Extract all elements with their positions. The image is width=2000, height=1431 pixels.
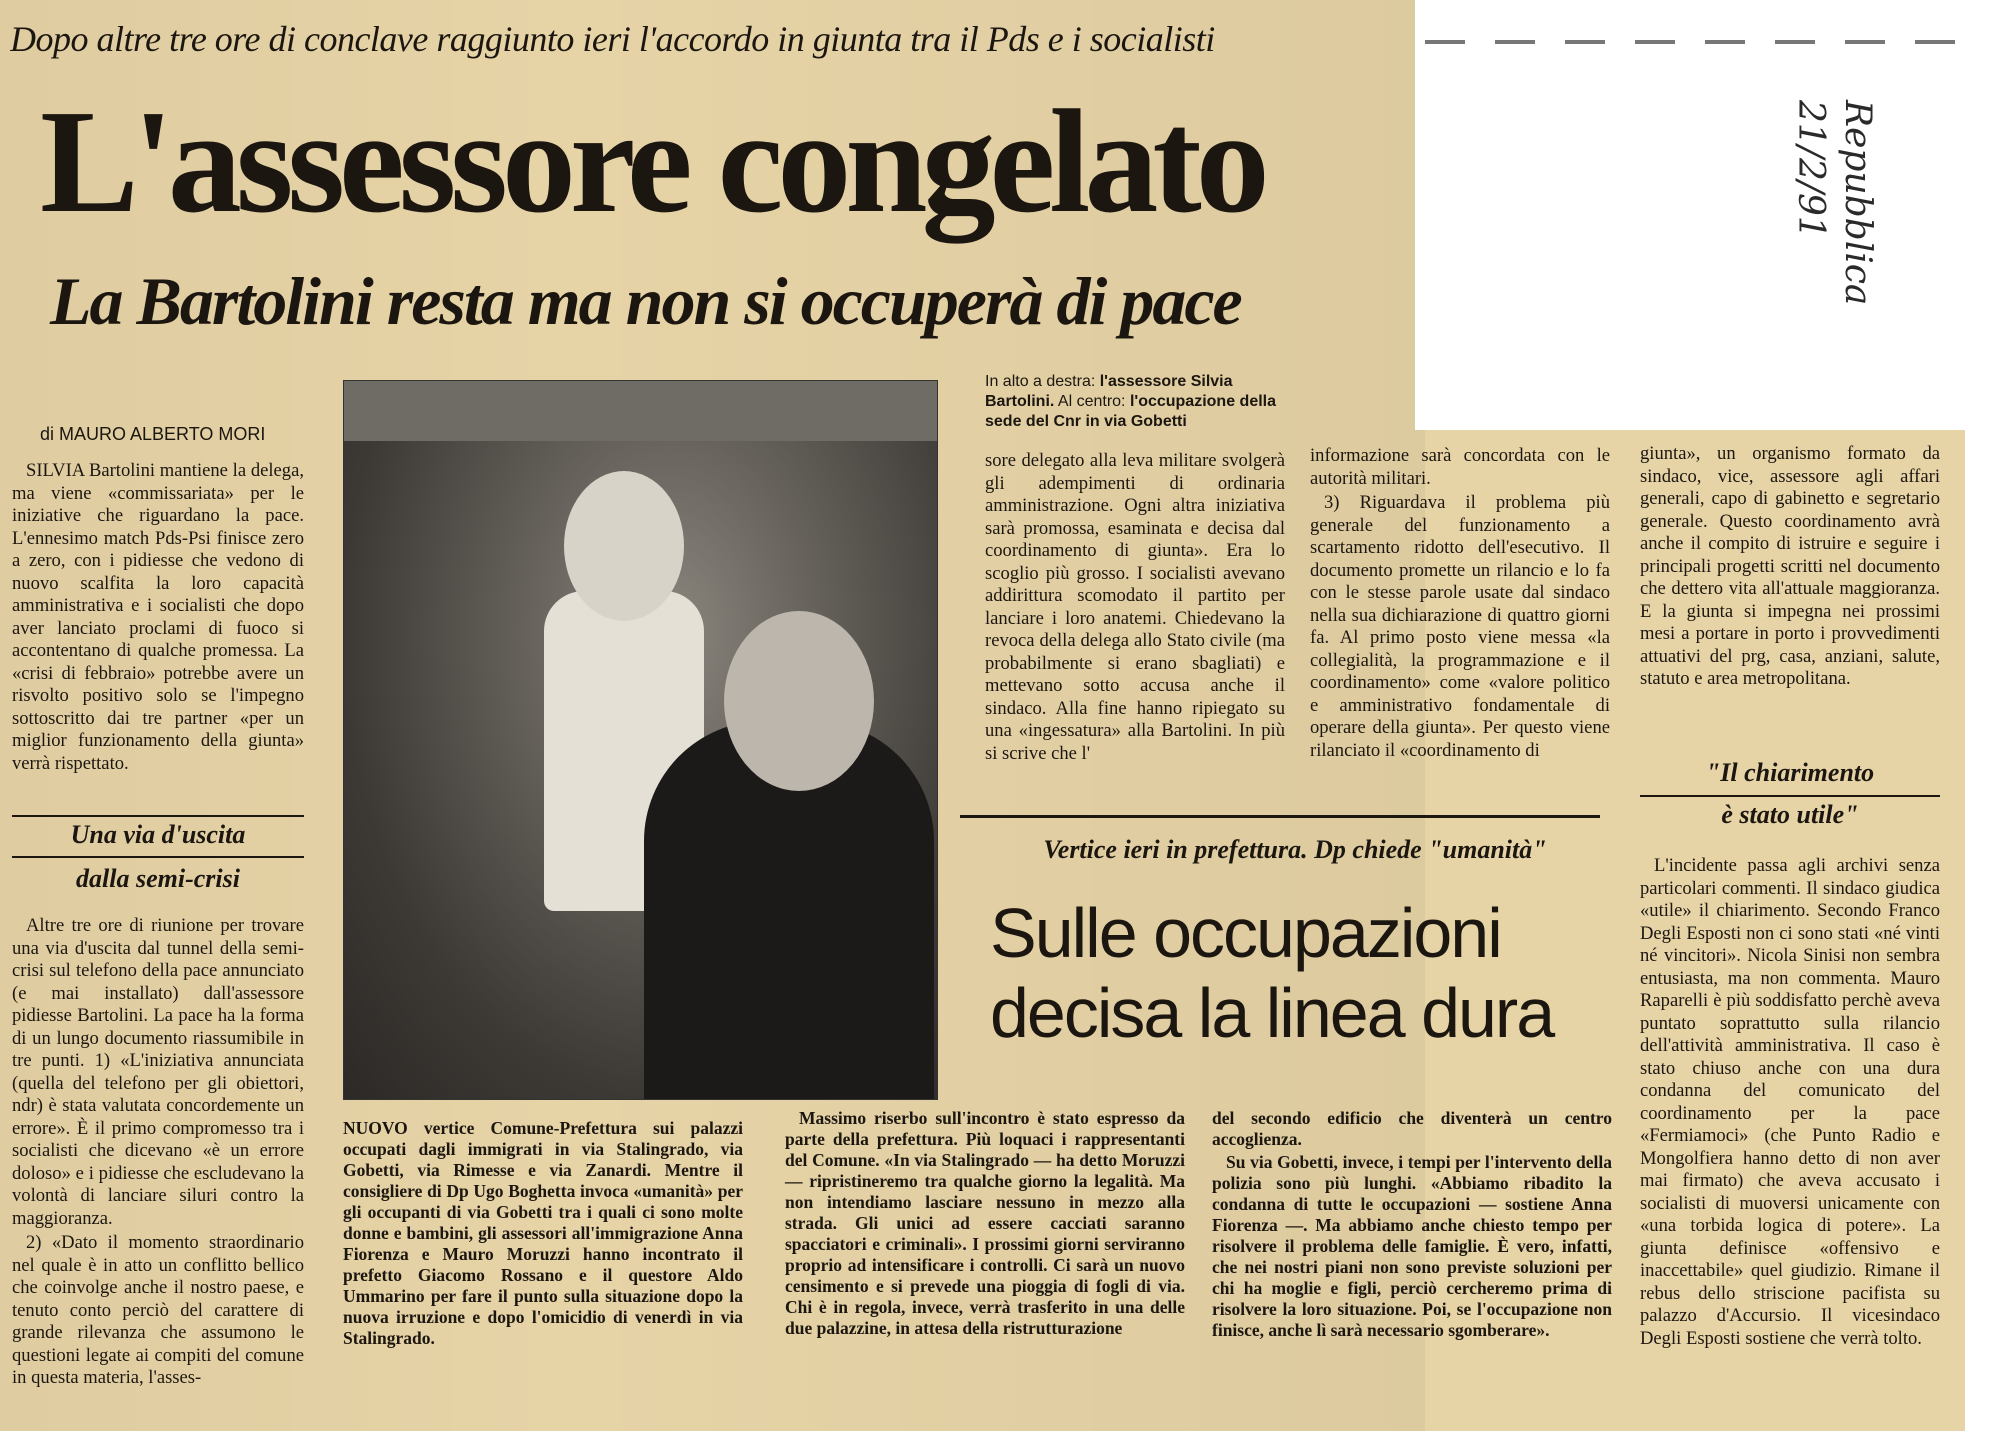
section-title-2 — [1640, 758, 1940, 788]
col1-paragraph-2: Altre tre ore di riunione per trovare una via d'uscita dal tunnel della semi-crisi sul telefono della pace annunciato (e mai installato) dall'assessore pidiesse Bartolini. La pace ha la forma di un lungo documento riassumibile in tre punti. 1) «L'iniziativa annunciata (quella del telefono per gli obiettori, ndr) è stata valutata concordemente un errore». È il primo compromesso tra i socialisti che dicevano «è un errore doloso» e i pidiesse che escludevano la volontà di lanciare siluri contro la maggioranza. — [12, 915, 304, 1229]
section-title-1b — [12, 864, 304, 894]
column-4b — [1640, 855, 1940, 1352]
story2-col3-paragraph-2: Su via Gobetti, invece, i tempi per l'intervento della polizia sono più lunghi. «Abbiamo ribadito la condanna di tutte le occupazioni — sostiene Anna Fiorenza —. Ma abbiamo anche chiesto tempo per risolvere il problema delle famiglie. È vero, infatti, che nei nostri piani non sono previste soluzioni per chi ha moglie e figli, perciò cercheremo prima di risolvere la loro situazione. Poi, se l'occupazione non finisce, anche lì sarà necessario sgomberare». — [1212, 1152, 1612, 1340]
headline: L'assessore congelato — [40, 80, 1264, 244]
col3-paragraph-2: 3) Riguardava il problema più generale del funzionamento a scartamento ridotto dell'esecutivo. Il documento promette un rilancio e lo fa con le stesse parole usate dal sindaco nella sua dichiarazione di quattro giorni fa. Al primo posto viene messa «la collegialità, la programmazione e il coordinamento» come «valore politico e amministrativo fondamentale di operare della giunta». Per questo viene rilanciato il «coordinamento di — [1310, 492, 1610, 761]
section-title-line: Una via d'uscita — [70, 820, 246, 849]
handwritten-date: 21/2/91 — [1790, 100, 1832, 239]
story2-headline-line: decisa la linea dura — [990, 974, 1554, 1052]
caption-bold: l'occupazione della sede del Cnr in via Gobetti — [985, 393, 1276, 430]
col4-paragraph-1: giunta», un organismo formato da sindaco, vice, assessore agli affari generali, capo di gabinetto e segretario generale. Questo coordinamento avrà anche il compito di istruire e seguire i principali progetti scritti nel documento che dettero vita all'attuale maggioranza. E la giunta si impegna nei prossimi mesi a portare in porto i provvedimenti attuativi del prg, casa, anziani, salute, statuto e area metropolitana. — [1640, 443, 1940, 689]
cut-line-dashes — [1425, 40, 1985, 44]
col2-paragraph-1: sore delegato alla leva militare svolgerà gli adempimenti di ordinaria amministrazione. Ogni altra iniziativa sarà promossa, esaminata e decisa dal coordinamento di giunta». Era lo scoglio più grosso. I socialisti avevano addirittura scomodato il partito per lanciare i loro anatemi. Chiedevano la revoca della delega allo Stato civile (ma probabilmente si erano sbagliati) e mettevano sotto accusa anche il sindaco. Alla fine hanno ripiegato su una «ingessatura» alla Bartolini. In più si scrive che l' — [985, 450, 1285, 764]
caption-text: Al centro: — [1054, 393, 1130, 410]
section-title-2b — [1640, 800, 1940, 830]
handwritten-source: Repubblica — [1837, 100, 1878, 306]
story2-col2-paragraph: Massimo riserbo sull'incontro è stato espresso da parte della prefettura. Più loquaci i rappresentanti del Comune. «In via Stalingrado — ha detto Moruzzi — ripristineremo tra qualche giorno la legalità. Ma non intendiamo lasciare nessuno in mezzo alla strada. Gli unici ad essere cacciati saranno spacciatori e criminali». I prossimi giorni serviranno proprio ad intensificare i controlli. Ci sarà un nuovo censimento e si prevede una pioggia di fogli di via. Chi è in regola, invece, verrà trasferito in una delle due palazzine, in attesa della ristrutturazione — [785, 1108, 1185, 1338]
col4-paragraph-2: L'incidente passa agli archivi senza particolari commenti. Il sindaco giudica «utile» il chiarimento. Secondo Franco Degli Esposti non ci sono stati «né vinti né vincitori». Nicola Sinisi non sembra entusiasta, ma non commenta. Mauro Raparelli è più soddisfatto perchè aveva puntato soprattutto sulla rilancio dell'attività amministrativa. Il caso è stato chiuso anche con una dura condanna del comunicato del coordinamento per la pace «Fermiamoci» (che Punto Radio e Mongolfiera hanno detto di non aver mai firmato) che aveva accusato i socialisti di muoversi unicamente con «una torbida logica di potere». La giunta definisce «offensivo e inaccettabile» quel giudizio. Rimane il rebus dello striscione pacifista su palazzo d'Accursio. Il vicesindaco Degli Esposti sostiene che verrà tolto. — [1640, 855, 1940, 1349]
photo-caption — [985, 372, 1295, 432]
divider — [12, 856, 304, 858]
column-1 — [12, 460, 304, 777]
cut-away-area — [1415, 0, 2000, 430]
byline: di MAURO ALBERTO MORI — [40, 424, 266, 444]
story2-column-1 — [343, 1118, 743, 1351]
subheadline: La Bartolini resta ma non si occuperà di pace — [50, 263, 1241, 339]
column-4 — [1640, 443, 1940, 693]
section-title-line: dalla semi-crisi — [76, 864, 240, 893]
story2-column-3 — [1212, 1108, 1612, 1343]
col1-paragraph-3: 2) «Dato il momento straordinario nel quale è in atto un conflitto bellico che coinvolge anche il nostro paese, e tenuto conto perciò del carattere di grande rilevanza che assumono le questioni legate ai compiti del comune in questa materia, l'asses- — [12, 1232, 304, 1388]
column-3 — [1310, 445, 1610, 764]
news-photo — [343, 380, 938, 1100]
story2-headline — [990, 893, 1630, 1053]
col3-paragraph-1: informazione sarà concordata con le autorità militari. — [1310, 445, 1610, 489]
divider — [12, 815, 304, 817]
story2-col1-paragraph: NUOVO vertice Comune-Prefettura sui palazzi occupati dagli immigrati in via Stalingrado, via Gobetti, via Rimesse e via Zanardi. Mentre il consigliere di Dp Ugo Boghetta invoca «umanità» per gli occupanti di via Gobetti tra i quali ci sono molte donne e bambini, gli assessori all'immigrazione Anna Fiorenza e Mauro Moruzzi hanno incontrato il prefetto Giacomo Rossano e il questore Aldo Ummarino per fare il punto sulla situazione dopo la nuova irruzione e dopo l'omicidio di venerdì in via Stalingrado. — [343, 1118, 743, 1348]
section-title-line: è stato utile" — [1721, 800, 1859, 829]
story2-column-2 — [785, 1108, 1185, 1341]
story2-headline-line: Sulle occupazioni — [990, 894, 1501, 972]
handwritten-note — [1786, 100, 1880, 305]
section-title-line: "Il chiarimento — [1705, 758, 1875, 787]
col1-paragraph-1: SILVIA Bartolini mantiene la delega, ma viene «commissariata» per le iniziative che riguardano la pace. L'ennesimo match Pds-Psi finisce zero a zero, con i pidiesse che vedono di nuovo scalfita la loro capacità amministrativa e i socialisti che dopo aver lanciato proclami di fuoco si accontentano di qualche promessa. La «crisi di febbraio» potrebbe avere un risvolto positivo solo se l'impegno sottoscritto dai tre partner «per un miglior funzionamento della giunta» verrà rispettato. — [12, 460, 304, 774]
divider — [960, 815, 1600, 818]
column-2 — [985, 450, 1285, 767]
section-title-1 — [12, 820, 304, 850]
story2-kicker: Vertice ieri in prefettura. Dp chiede "umanità" — [1043, 835, 1547, 864]
story2-col3-paragraph-1: del secondo edificio che diventerà un centro accoglienza. — [1212, 1108, 1612, 1149]
divider — [1640, 795, 1940, 797]
column-1b — [12, 915, 304, 1392]
caption-bold: l'assessore Silvia Bartolini. — [985, 373, 1233, 410]
caption-text: In alto a destra: — [985, 373, 1100, 390]
kicker: Dopo altre tre ore di conclave raggiunto ieri l'accordo in giunta tra il Pds e i socialisti — [10, 19, 1215, 59]
